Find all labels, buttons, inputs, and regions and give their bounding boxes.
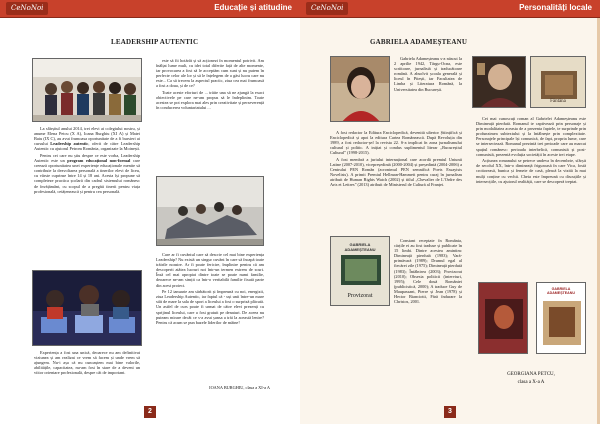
magazine-logo: CeNoNoi xyxy=(306,2,348,15)
left-header xyxy=(0,0,300,18)
right-page xyxy=(300,0,600,424)
author-portrait-photo xyxy=(330,56,390,122)
author-intro-text: Gabriela Adameșteanu s-a născut la 2 aprilie 1942, Târgu-Ocna, este scriitoare, jurnalistă și traducătoare română. A absolvit școala generală și liceul în Pitești, iar Facultatea de Limba și Literatura Română, la Universitatea din București. xyxy=(394,56,462,92)
article-headline: LEADERSHIP AUTENTIC xyxy=(111,38,199,46)
book-cover-author: GABRIELA ADAMEȘTEANU xyxy=(344,242,376,252)
section-title: Educație și atitudine xyxy=(214,3,292,12)
author-signature-name: GEORGIANA PETCU, xyxy=(507,372,555,377)
page-number-left: 2 xyxy=(144,406,156,418)
article-headline: GABRIELA ADAMEȘTEANU xyxy=(370,38,468,46)
right-col1-bottom-text: Constant receptate în România, cărțile ei au fost traduse și publicate în 15 limbi. Dintre acestea amintim: Dimineață pierdută (1983); Vară-primăvară (1989); Drumul egal al fiecărei zile (1975); Dimineață pierdută (1983); Întâlnirea (2003); Provizorat (2010); Obsesia politicii (interviuri, 1995); Cele două României (publicistică, 2000); A traduce Guy de Maupassant, Pierre și Jean (1978) și Hector Bianciotti, Fără îndurare la Christos, 2001. xyxy=(394,238,462,305)
right-col2-text: Cei mai cunoscuți roman al Gabrielei Adameșteanu este Dimineață pierdută. Romanul te captivează prin personaje și prin modalitatea aceasta de a prezenta faptele, te surprinde prin profunzimea subtextului și la întâlnește prin complexitate. Personajele principale își comunică, de fapt, propria lume, care se intersectează. Romanul prezintă trei perioade care au marcat spațiul românesc: perioada interbelică, comunistă și post-comunistă, prezentă evoluția societății în aceste trei etape. Acțiunea romanului se petrece undeva în decembrie, sfârșit de secolul XX, într-o dimineață friguroasă în care Vica, fostă croitoreasă, bunica și femeie de casă, pleacă la vizită la mai mulți conține cu vechii. Cheia este împreună cu discuțiile și intersecțiile, cu ajutorul realității, care se descoperă treptat. xyxy=(476,116,586,184)
book-cover-1 xyxy=(478,282,528,354)
page-number-right: 3 xyxy=(444,406,456,418)
left-col1-bottom-text: Experiența a fost una unică, deoarece nu am definitivat viziunea și am realizat ce vrem să facem și unde vrem să ajungem. Nu-i așa că nu cunoaștem mai bine valorile, abilitățile, capacitatea, nu-am fost în stare de a deveni un viitor orientare profesională, despre cât de important. xyxy=(34,350,140,376)
left-col2-bottom-text: Care ar fi cuvântul care să descrie cel mai bine experiența Leadership? Nu există un singur cuvânt în care să încapă toate trăirile noastre. Ar fi poate fericire, împlinire pentru că am descoperit atâtea lucruri noi într-un termen extrem de scurt. Însă cel mai apropiat dintre toate se poate numi familie, deoarece ne-am simțit ca într-o veritabilă familie fixată parte din acest proiect. Pe 12 ianuarie am sărbătorit și împreună cu noi, energizii, ziua Leadership Autentic, iar faptul că - uși unii între-un mare stât de mare la sala de sport a liceului a fost o surpriză plăcută. Un astfel de curs poate fi urmat de către elevi prezenți cu sprijinul liceului, care a fost gratuit pe denaturi. De aceea nu puteam mirare decât ce s-a avut șansa a trăi la această lenire? Pentru că acum se pun bazele liderilor de mâine! xyxy=(156,252,264,325)
students-group-photo xyxy=(32,58,142,122)
article-signature: IOANA BURGHIU, clasa a XI-a A xyxy=(209,385,270,390)
students-activity-photo xyxy=(156,176,264,246)
book-cover-fantana xyxy=(530,56,586,108)
author-event-photo xyxy=(472,56,526,108)
right-header xyxy=(300,0,600,18)
author-signature-class: clasa a X-a A xyxy=(517,380,545,385)
left-col1-text: La sfârșitul anului 2014, trei elevi ai colegiului nostru, și anume Elena Petcu (X A), Ioana Burghiu (XI A) și Matei Baiu (IX C), au avut frumoasa oportunitate de a fi bursieri ai cursului Leadership autentic, oferit de către Leadership Autentic cu ajutorul Petrom România, organizate la Moinești. Pentru cei care nu știu despre ce este vorba, Leadership Autentic este un program educațional non-formal care creează oportunitatea unei experiențe educaționale menite să contribuie la dezvoltarea personală a tinerilor elevi de liceu, cu vârste cuprinse între 14 și 18 ani. Acesta își propune să completeze practica școlară din cadrul sistemului românesc de învățământ, cu scopul de a pregăti tinerii pentru viața profesională, cetățenească și pentru cea personală. xyxy=(34,126,140,194)
students-laptops-photo xyxy=(32,270,142,346)
left-col2-top-text: este să fii hotărât și să acționezi în momentul potrivit. Am înălțat lume mult, cu idei total diferite față de alte momente, iar provocarea a fost să le acceptăm cum sunt și nu putem în perfecte celor ale lor și să le înțelegem de a găsi lucru care nu este... Ca să trecem la aspectul practic, ziua cea mai frumoasă a fost a doua, și de ce? Toate aceste eforturi de ... trăite una să ne ajungă la exact obiectivele pe care ne-am propus să le îndeplinim. Toate acestea se pot explora mai ales prin creativitate și perseverență în conducerea voluntariatului ... xyxy=(156,58,264,111)
section-title: Personalități locale xyxy=(519,3,592,12)
book-cover-author: GABRIELA ADAMEȘTEANU xyxy=(547,287,575,295)
book-cover-2 xyxy=(536,282,586,354)
book-cover-provizorat xyxy=(330,236,390,306)
magazine-logo: CeNoNoi xyxy=(6,2,48,15)
book-cover-title: Provizorat xyxy=(347,293,373,299)
book-cover-title: Fântâna xyxy=(550,99,566,104)
right-col1-text: A fost redactor la Editura Enciclopedică, devenită ulterior Științifică și Enciclopedică și apoi la editura Cartea Românească. După Revoluția din 1989, a fost redactor-șef la revista 22. S-a implicat în zona jurnalismului cultural și politic. A inițiat și condus suplimentul literar „Bucureștiul Cultural” (1998-2015). A fost membră a juriului internațional care acordă premiul Uniunii Latine (2007-2010), vicepreședintă (2000-2004) și președintă (2004-2006) a Centrului PEN Român (acronimul PEN semnifică Poets Essayists Novelists). A primit Premiul Hellman-Hammett pentru curaj în jurnalism atribuit de Human Rights Watch (2002) și titlul „Chevalier de L’Ordre des Arts et Lettres” (2013) atribuit de Ministerul de Cultură al Franței. xyxy=(330,130,462,188)
